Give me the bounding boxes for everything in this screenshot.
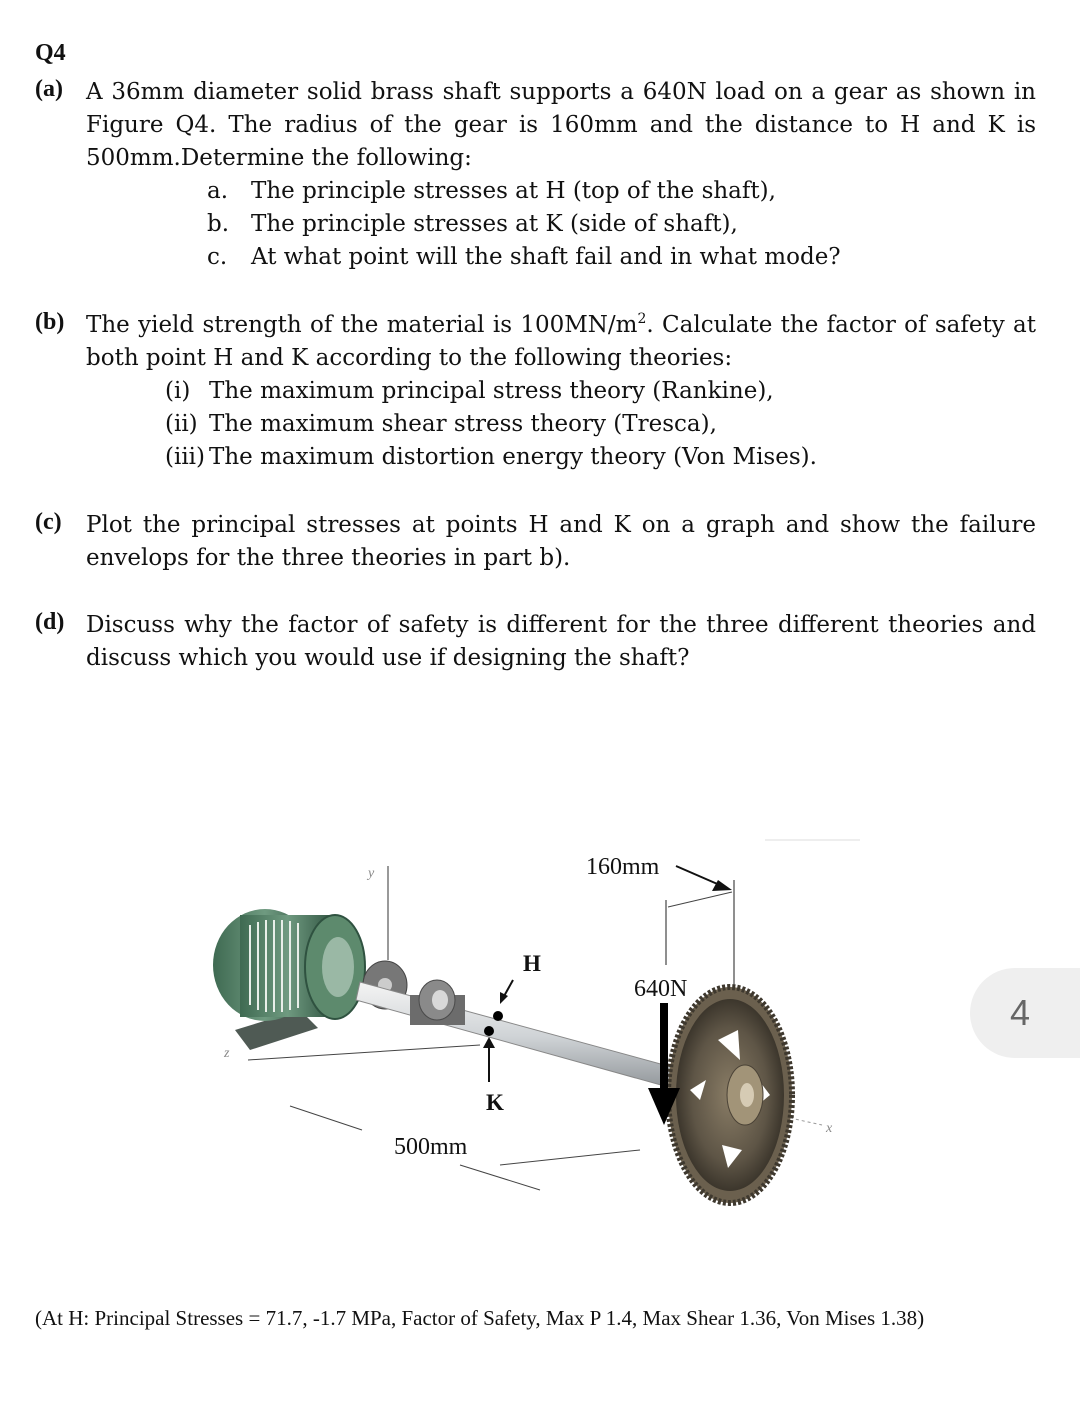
item-marker: (i) [165, 378, 191, 404]
point-k-marker [484, 1026, 494, 1036]
part-a-item-3 [207, 241, 841, 274]
shaft-gear-figure [200, 835, 1080, 1215]
radius-dim-line [668, 892, 732, 907]
item-marker: c. [207, 244, 228, 270]
item-marker: b. [207, 211, 230, 237]
part-d-text: Discuss why the factor of safety is different for the three different theories and discuss which you would use if designing the shaft? [86, 612, 1036, 671]
part-b-superscript: 2 [637, 311, 647, 327]
part-b-item-1 [165, 375, 774, 408]
dim-ext-line-right [500, 1150, 640, 1165]
part-d-label: (d) [35, 609, 65, 635]
load-arrow-shaft [660, 1003, 668, 1093]
item-text: At what point will the shaft fail and in what mode? [251, 244, 841, 270]
point-h-marker [493, 1011, 503, 1021]
part-b-text-after: . Calculate the factor of safety at both point H and K according to the following theories: [86, 312, 1037, 371]
item-text: The principle stresses at K (side of shaft), [251, 211, 738, 237]
item-marker: a. [207, 178, 229, 204]
item-text: The maximum distortion energy theory (Von Mises). [209, 444, 817, 470]
part-c-label: (c) [35, 509, 62, 535]
x-axis-line [790, 1118, 822, 1125]
question-title: Q4 [35, 40, 66, 66]
part-a-item-1 [207, 175, 776, 208]
part-a-item-2 [207, 208, 738, 241]
point-h-label: H [523, 951, 541, 976]
part-b-text [86, 309, 1036, 375]
part-b-text-before: The yield strength of the material is 100MN/m [86, 312, 638, 338]
item-text: The principle stresses at H (top of the shaft), [251, 178, 776, 204]
part-b-item-3 [165, 441, 817, 474]
radius-arrowhead [712, 880, 732, 891]
radius-label: 160mm [586, 854, 660, 880]
z-axis-label: z [224, 1046, 230, 1061]
part-b-item-2 [165, 408, 717, 441]
bearing-bore [432, 990, 448, 1010]
item-marker: (ii) [165, 411, 198, 437]
part-c-text: Plot the principal stresses at points H and K on a graph and show the failure envelops for the three theories in part b). [86, 512, 1036, 571]
y-axis-label: y [368, 866, 375, 881]
part-a-text: A 36mm diameter solid brass shaft supports a 640N load on a gear as shown in Figure Q4. The radius of the gear is 160mm and the distance to H and K is 500mm.Determine the following: [86, 79, 1036, 171]
radius-leader [676, 866, 722, 886]
point-h-arrowhead [500, 992, 508, 1004]
point-k-label: K [486, 1090, 504, 1115]
part-b-label: (b) [35, 309, 65, 335]
motor-fins [250, 920, 298, 1012]
part-a-label: (a) [35, 76, 63, 102]
page-number-badge[interactable]: 4 [970, 968, 1080, 1058]
answer-note: (At H: Principal Stresses = 71.7, -1.7 MPa, Factor of Safety, Max P 1.4, Max Shear 1.36, Von Mises 1.38) [35, 1306, 925, 1330]
item-marker: (iii) [165, 444, 206, 470]
distance-label: 500mm [394, 1134, 468, 1160]
load-label: 640N [634, 976, 688, 1002]
dim-line-left [290, 1106, 362, 1130]
motor-hub [322, 937, 354, 997]
dim-ext-line-left [248, 1045, 480, 1060]
dim-line-right [460, 1165, 540, 1190]
gear-hub-bore [740, 1083, 754, 1107]
item-text: The maximum principal stress theory (Rankine), [209, 378, 774, 404]
item-text: The maximum shear stress theory (Tresca), [209, 411, 717, 437]
x-axis-label: x [826, 1121, 833, 1136]
